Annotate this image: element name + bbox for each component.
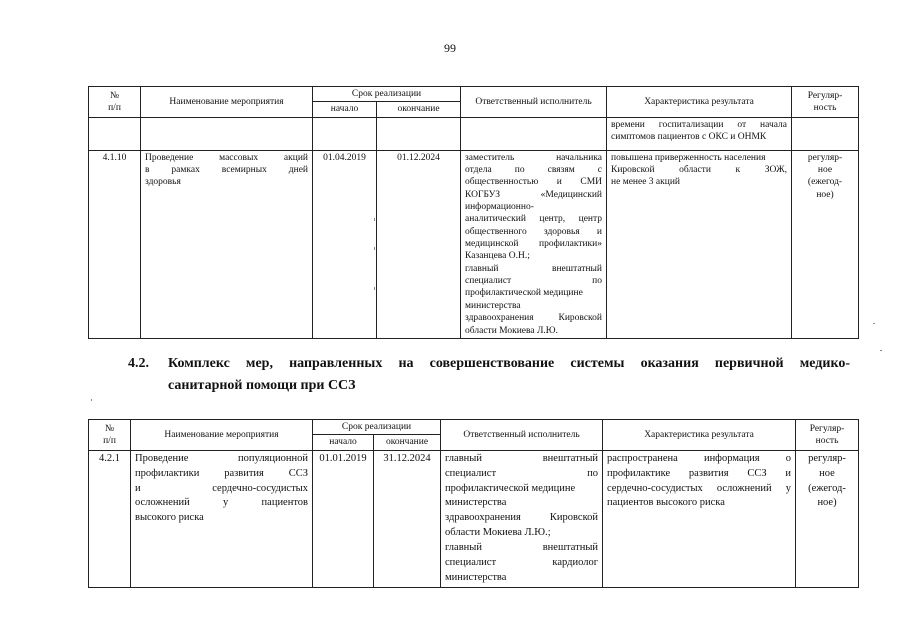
col-header-period — [313, 420, 441, 435]
responsible-line: области Мокиева Л.Ю.; — [445, 527, 551, 539]
regularity-line: регуляр- — [807, 152, 843, 163]
result-line: профилактике развития ССЗ и — [607, 467, 792, 479]
responsible-line: специалист по — [465, 276, 603, 287]
row-start-date: 01.01.2019 — [313, 450, 374, 587]
row-number: 4.1.10 — [89, 150, 141, 338]
col-header-name-text: Наименование мероприятия — [169, 96, 284, 107]
row-responsible — [461, 150, 607, 338]
table-row-4-2-1 — [89, 450, 859, 587]
regularity-line: (ежегод- — [808, 482, 846, 494]
responsible-line: профилактической медицине — [445, 482, 576, 494]
section-heading-line-1 — [128, 353, 850, 375]
result-line: симптомов пациентов с ОКС и ОНМК — [611, 132, 767, 143]
measures-table-continued — [88, 86, 859, 339]
result-line: распространена информация о — [607, 452, 792, 464]
result-line: сердечно-сосудистых осложнений у — [607, 482, 792, 494]
col-header-number-text: № п/п — [108, 90, 121, 113]
col-header-number — [89, 87, 141, 118]
col-header-regularity — [792, 87, 859, 118]
col-header-name — [141, 87, 313, 118]
scan-speck — [873, 323, 875, 324]
section-title-part-1: Комплекс мер, направленных на совершенствование системы оказания первичной медико- — [168, 356, 850, 371]
col-header-number — [89, 420, 131, 451]
responsible-line: главный внештатный — [465, 263, 603, 274]
row-start-date: 01.04.2019 — [313, 150, 377, 338]
col-header-responsible — [441, 420, 603, 451]
responsible-line: отдела по связям с — [465, 165, 603, 176]
responsible-line: министерства — [445, 497, 507, 509]
responsible-line: главный внештатный — [445, 542, 599, 554]
col-header-start — [313, 102, 377, 117]
name-line: высокого риска — [135, 512, 204, 524]
col-header-end — [374, 435, 441, 450]
carry-cell-end — [377, 117, 461, 150]
row-result — [603, 450, 796, 587]
col-header-start-text: начало — [329, 437, 357, 448]
scan-speck — [374, 247, 375, 250]
section-number: 4.2. — [128, 356, 149, 371]
name-line: Проведение массовых акций — [145, 152, 308, 163]
col-header-responsible-text: Ответственный исполнитель — [463, 429, 580, 440]
col-header-result-text: Характеристика результата — [644, 429, 754, 440]
result-line: времени госпитализации от начала — [611, 119, 788, 130]
responsible-line: здравоохранения Кировской — [445, 512, 599, 524]
result-line: повышена приверженность населения — [611, 152, 766, 163]
responsible-line: медицинской профилактики» — [465, 239, 603, 250]
row-name — [141, 150, 313, 338]
col-header-period — [313, 87, 461, 102]
name-line: профилактики развития ССЗ — [135, 467, 308, 479]
row-number: 4.2.1 — [89, 450, 131, 587]
carry-cell-name — [141, 117, 313, 150]
row-end-date: 31.12.2024 — [374, 450, 441, 587]
col-header-end-text: окончание — [385, 437, 429, 448]
responsible-line: Казанцева О.Н.; — [465, 251, 530, 262]
name-line: в рамках всемирных дней — [145, 165, 308, 176]
col-header-responsible-text: Ответственный исполнитель — [475, 96, 592, 107]
col-header-number-text: № п/п — [103, 423, 116, 446]
regularity-line: (ежегод- — [807, 177, 843, 188]
scan-speck — [374, 287, 375, 290]
regularity-line: регуляр- — [808, 452, 846, 464]
row-regularity — [792, 150, 859, 338]
col-header-regularity-text: Регуляр- ность — [807, 90, 843, 113]
table-row-4-1-10 — [89, 150, 859, 338]
result-line: Кировской области к ЗОЖ, — [611, 165, 788, 176]
carry-over-row — [89, 117, 859, 150]
carry-cell-responsible — [461, 117, 607, 150]
measures-table-4-2 — [88, 419, 859, 588]
col-header-period-text: Срок реализации — [351, 89, 422, 99]
name-line: осложнений у пациентов — [135, 497, 308, 509]
result-line: пациентов высокого риска — [607, 497, 725, 509]
responsible-line: общественного здоровья и — [465, 226, 603, 237]
col-header-end-text: окончание — [397, 104, 440, 115]
col-header-result-text: Характеристика результата — [644, 96, 754, 107]
name-line: здоровья — [145, 177, 181, 188]
col-header-regularity — [796, 420, 859, 451]
responsible-line: министерства — [465, 300, 521, 311]
carry-cell-result — [607, 117, 792, 150]
responsible-line: аналитический центр, центр — [465, 214, 603, 225]
regularity-line: ное — [819, 467, 835, 479]
section-title-part-2: санитарной помощи при ССЗ — [168, 377, 356, 393]
responsible-line: области Мокиева Л.Ю. — [465, 325, 558, 336]
table-header-row — [89, 420, 859, 435]
carry-cell-number — [89, 117, 141, 150]
col-header-result — [603, 420, 796, 451]
responsible-line: здравоохранения Кировской — [465, 313, 603, 324]
responsible-line: заместитель начальника — [465, 152, 603, 163]
result-line: не менее 3 акций — [611, 177, 681, 188]
section-heading — [128, 353, 850, 396]
col-header-period-text: Срок реализации — [341, 422, 412, 432]
name-line: и сердечно-сосудистых — [135, 482, 308, 494]
row-responsible — [441, 450, 603, 587]
responsible-line: общественностью и СМИ — [465, 177, 603, 188]
regularity-line: ное) — [817, 497, 837, 509]
regularity-line: ное) — [816, 189, 834, 200]
col-header-result — [607, 87, 792, 118]
responsible-line: КОГБУЗ «Медицинский — [465, 189, 603, 200]
col-header-name-text: Наименование мероприятия — [164, 429, 279, 440]
carry-cell-start — [313, 117, 377, 150]
scan-speck — [91, 399, 92, 401]
col-header-start — [313, 435, 374, 450]
col-header-start-text: начало — [330, 104, 359, 115]
responsible-line: специалист кардиолог — [445, 557, 599, 569]
row-end-date: 01.12.2024 — [377, 150, 461, 338]
row-result — [607, 150, 792, 338]
responsible-line: профилактической медицине — [465, 288, 583, 299]
responsible-line: министерства — [445, 571, 507, 583]
table-header-row — [89, 87, 859, 102]
regularity-line: ное — [817, 165, 833, 176]
responsible-line: главный внештатный — [445, 452, 599, 464]
responsible-line: специалист по — [445, 467, 599, 479]
col-header-regularity-text: Регуляр- ность — [809, 423, 845, 446]
responsible-line: информационно- — [465, 202, 534, 213]
carry-cell-regularity — [792, 117, 859, 150]
scan-speck — [880, 350, 882, 351]
row-regularity — [796, 450, 859, 587]
col-header-name — [131, 420, 313, 451]
name-line: Проведение популяционной — [135, 452, 308, 464]
col-header-end — [377, 102, 461, 117]
page-number: 99 — [444, 41, 456, 55]
row-name — [131, 450, 313, 587]
col-header-responsible — [461, 87, 607, 118]
scan-speck — [374, 218, 375, 221]
